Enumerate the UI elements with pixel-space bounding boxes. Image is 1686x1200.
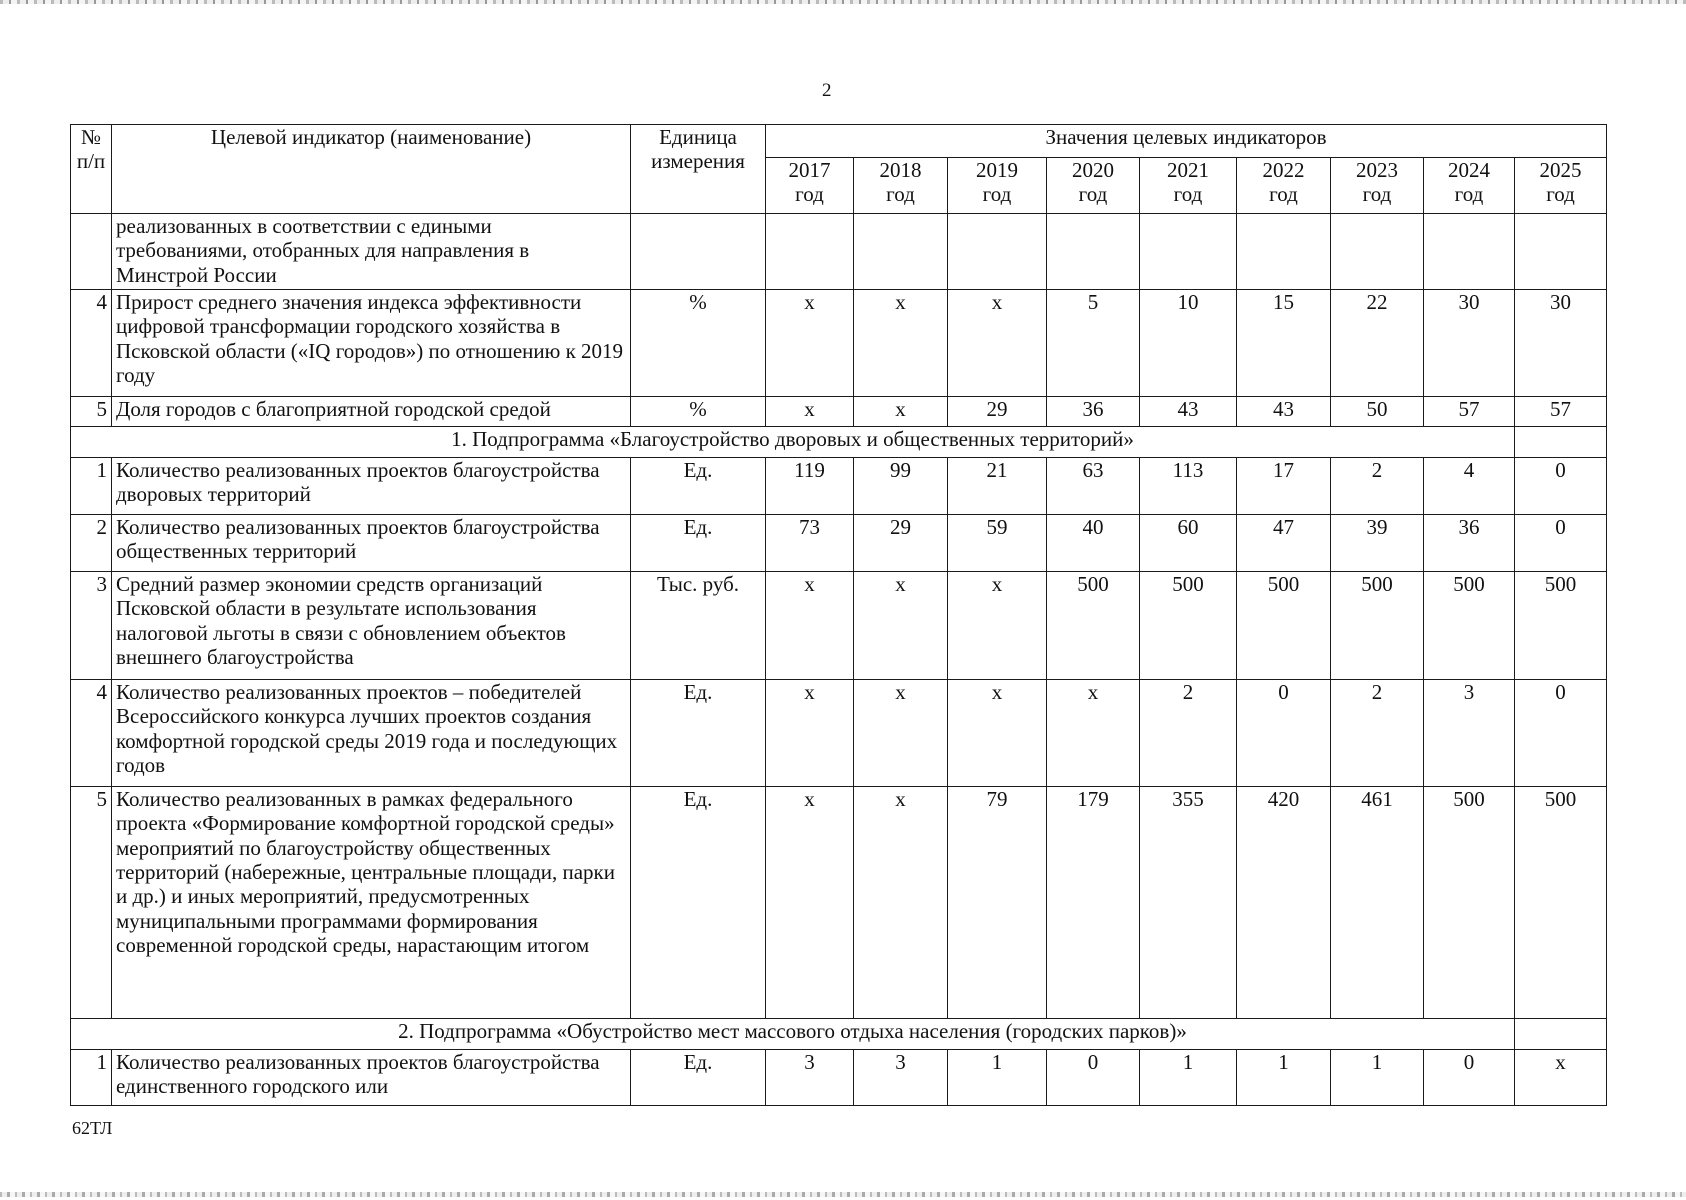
value-2025: 0: [1515, 680, 1607, 787]
value-2022: 0: [1237, 680, 1331, 787]
value-2023: [1331, 214, 1424, 290]
unit-cell: Ед.: [631, 1050, 766, 1106]
table-row: [71, 290, 1607, 397]
value-2025: 57: [1515, 397, 1607, 427]
value-2023: 39: [1331, 515, 1424, 572]
value-2020: 0: [1047, 1050, 1140, 1106]
section-1-title: 1. Подпрограмма «Благоустройство дворовых и общественных территорий»: [71, 427, 1515, 458]
row-number: 1: [71, 1050, 112, 1106]
value-2017: 119: [766, 458, 854, 515]
value-2017: x: [766, 397, 854, 427]
value-2021: [1140, 214, 1237, 290]
header-year-2021: 2021 год: [1140, 158, 1237, 214]
value-2018: x: [854, 572, 948, 680]
header-row-1: [71, 125, 1607, 158]
value-2019: 79: [948, 787, 1047, 1019]
value-2017: x: [766, 680, 854, 787]
value-2025: 500: [1515, 787, 1607, 1019]
value-2021: 113: [1140, 458, 1237, 515]
section-header-row: [71, 427, 1607, 458]
value-2018: 3: [854, 1050, 948, 1106]
header-values-group: Значения целевых индикаторов: [766, 125, 1607, 158]
indicator-name: Количество реализованных проектов – победителей Всероссийского конкурса лучших проектов создания комфортной городской среды 2019 года и последующих годов: [112, 680, 631, 787]
value-2021: 1: [1140, 1050, 1237, 1106]
value-2017: x: [766, 572, 854, 680]
row-number: 4: [71, 290, 112, 397]
header-year-2017: 2017 год: [766, 158, 854, 214]
value-2023: 461: [1331, 787, 1424, 1019]
value-2019: x: [948, 290, 1047, 397]
value-2022: 1: [1237, 1050, 1331, 1106]
scan-edge-bottom: [0, 1192, 1686, 1197]
unit-cell: Ед.: [631, 515, 766, 572]
value-2017: x: [766, 290, 854, 397]
value-2023: 500: [1331, 572, 1424, 680]
page-number: 2: [822, 80, 832, 101]
value-2024: 500: [1424, 572, 1515, 680]
value-2018: x: [854, 290, 948, 397]
header-year-2025: 2025 год: [1515, 158, 1607, 214]
value-2017: x: [766, 787, 854, 1019]
table-row: [71, 1050, 1607, 1106]
value-2024: 30: [1424, 290, 1515, 397]
footer-code: 62ТЛ: [72, 1118, 113, 1138]
value-2019: 59: [948, 515, 1047, 572]
row-number: 3: [71, 572, 112, 680]
header-num: № п/п: [71, 125, 112, 214]
table-row: [71, 214, 1607, 290]
header-year-2022: 2022 год: [1237, 158, 1331, 214]
value-2023: 22: [1331, 290, 1424, 397]
value-2018: 29: [854, 515, 948, 572]
value-2022: 47: [1237, 515, 1331, 572]
value-2020: 63: [1047, 458, 1140, 515]
header-year-2020: 2020 год: [1047, 158, 1140, 214]
value-2022: 17: [1237, 458, 1331, 515]
table-row: [71, 572, 1607, 680]
value-2024: 36: [1424, 515, 1515, 572]
row-number: [71, 214, 112, 290]
table-row: [71, 515, 1607, 572]
value-2017: 73: [766, 515, 854, 572]
value-2025: 30: [1515, 290, 1607, 397]
value-2017: [766, 214, 854, 290]
value-2018: x: [854, 787, 948, 1019]
value-2019: x: [948, 572, 1047, 680]
value-2018: [854, 214, 948, 290]
unit-cell: Тыс. руб.: [631, 572, 766, 680]
value-2025: 0: [1515, 458, 1607, 515]
value-2023: 2: [1331, 458, 1424, 515]
header-year-2024: 2024 год: [1424, 158, 1515, 214]
indicator-name: реализованных в соответствии с едиными требованиями, отобранных для направления в Минстрой России: [112, 214, 631, 290]
value-2019: 21: [948, 458, 1047, 515]
value-2021: 43: [1140, 397, 1237, 427]
value-2021: 60: [1140, 515, 1237, 572]
value-2020: 40: [1047, 515, 1140, 572]
unit-cell: Ед.: [631, 680, 766, 787]
value-2023: 2: [1331, 680, 1424, 787]
table-row: [71, 458, 1607, 515]
scan-edge-top: [0, 0, 1686, 4]
value-2022: 43: [1237, 397, 1331, 427]
header-name: Целевой индикатор (наименование): [112, 125, 631, 214]
unit-cell: Ед.: [631, 458, 766, 515]
value-2022: 420: [1237, 787, 1331, 1019]
row-number: 2: [71, 515, 112, 572]
value-2019: x: [948, 680, 1047, 787]
indicator-table: [70, 124, 1607, 1106]
header-unit: Единица измерения: [631, 125, 766, 214]
value-2023: 50: [1331, 397, 1424, 427]
section-header-row: [71, 1019, 1607, 1050]
table-row: [71, 397, 1607, 427]
header-year-2019: 2019 год: [948, 158, 1047, 214]
value-2022: 15: [1237, 290, 1331, 397]
value-2018: 99: [854, 458, 948, 515]
section-empty-cell: [1515, 1019, 1607, 1050]
indicator-name: Количество реализованных проектов благоустройства единственного городского или: [112, 1050, 631, 1106]
value-2025: 0: [1515, 515, 1607, 572]
indicator-name: Количество реализованных в рамках федерального проекта «Формирование комфортной городской среды» мероприятий по благоустройству общественных территорий (набережные, центральные площади, парки и др.) и иных мероприятий, предусмотренных муниципальными программами формирования современной городской среды, нарастающим итогом: [112, 787, 631, 1019]
value-2018: x: [854, 397, 948, 427]
row-number: 5: [71, 787, 112, 1019]
indicator-name: Доля городов с благоприятной городской средой: [112, 397, 631, 427]
unit-cell: %: [631, 397, 766, 427]
unit-cell: [631, 214, 766, 290]
value-2020: x: [1047, 680, 1140, 787]
value-2021: 10: [1140, 290, 1237, 397]
value-2024: 57: [1424, 397, 1515, 427]
indicator-name: Прирост среднего значения индекса эффективности цифровой трансформации городского хозяйства в Псковской области («IQ городов») по отношению к 2019 году: [112, 290, 631, 397]
value-2021: 2: [1140, 680, 1237, 787]
value-2020: 5: [1047, 290, 1140, 397]
header-year-2023: 2023 год: [1331, 158, 1424, 214]
table-row: [71, 680, 1607, 787]
indicator-name: Количество реализованных проектов благоустройства дворовых территорий: [112, 458, 631, 515]
row-number: 5: [71, 397, 112, 427]
value-2021: 500: [1140, 572, 1237, 680]
unit-cell: %: [631, 290, 766, 397]
section-2-title: 2. Подпрограмма «Обустройство мест массового отдыха населения (городских парков)»: [71, 1019, 1515, 1050]
value-2024: 0: [1424, 1050, 1515, 1106]
value-2019: [948, 214, 1047, 290]
row-number: 1: [71, 458, 112, 515]
value-2025: [1515, 214, 1607, 290]
value-2023: 1: [1331, 1050, 1424, 1106]
value-2019: 1: [948, 1050, 1047, 1106]
unit-cell: Ед.: [631, 787, 766, 1019]
indicator-name: Количество реализованных проектов благоустройства общественных территорий: [112, 515, 631, 572]
section-empty-cell: [1515, 427, 1607, 458]
value-2019: 29: [948, 397, 1047, 427]
value-2022: 500: [1237, 572, 1331, 680]
value-2020: 36: [1047, 397, 1140, 427]
indicator-name: Средний размер экономии средств организаций Псковской области в результате использования налоговой льготы в связи с обновлением объектов внешнего благоустройства: [112, 572, 631, 680]
value-2024: 500: [1424, 787, 1515, 1019]
table-row: [71, 787, 1607, 1019]
value-2020: [1047, 214, 1140, 290]
value-2022: [1237, 214, 1331, 290]
value-2021: 355: [1140, 787, 1237, 1019]
value-2025: x: [1515, 1050, 1607, 1106]
value-2020: 179: [1047, 787, 1140, 1019]
value-2020: 500: [1047, 572, 1140, 680]
value-2024: [1424, 214, 1515, 290]
row-number: 4: [71, 680, 112, 787]
header-year-2018: 2018 год: [854, 158, 948, 214]
value-2017: 3: [766, 1050, 854, 1106]
value-2018: x: [854, 680, 948, 787]
value-2024: 3: [1424, 680, 1515, 787]
value-2024: 4: [1424, 458, 1515, 515]
value-2025: 500: [1515, 572, 1607, 680]
